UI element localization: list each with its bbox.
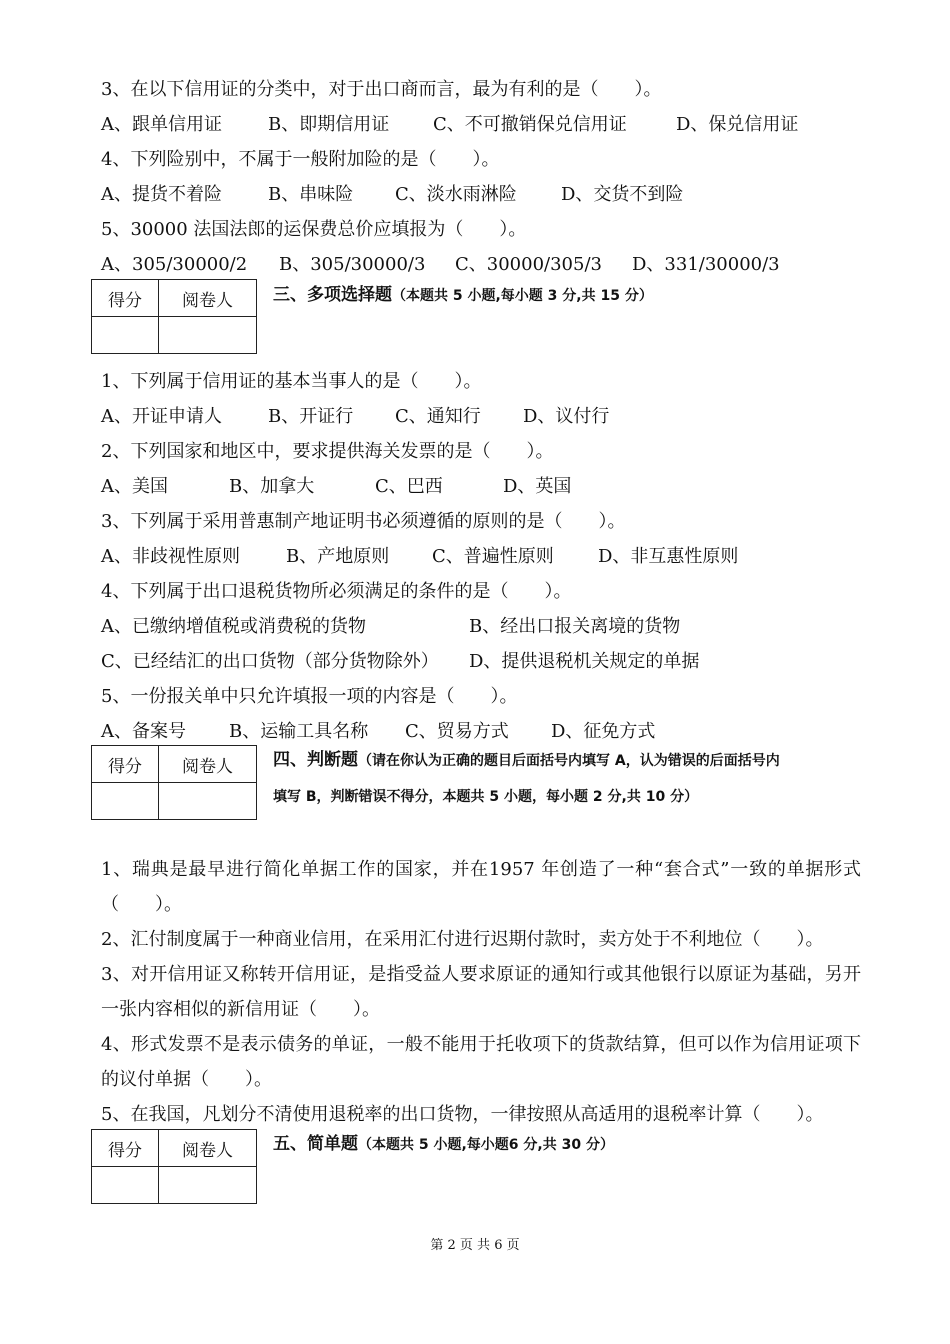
option-a: A、备案号 — [101, 721, 186, 742]
option-b: B、开证行 — [268, 406, 354, 427]
mc-question-5-options — [101, 720, 861, 744]
option-a: A、非歧视性原则 — [101, 546, 240, 567]
question-5-options — [101, 253, 861, 277]
judge-question-1: 1、瑞典是最早进行简化单据工作的国家，并在1957 年创造了一种“套合式”一致的单据形式（ ）。 — [101, 859, 861, 915]
option-a: A、美国 — [101, 476, 168, 497]
option-d: D、非互惠性原则 — [598, 546, 739, 567]
option-b: B、305/30000/3 — [279, 254, 426, 275]
section-3-note: （本题共 5 小题,每小题 3 分,共 15 分） — [392, 288, 653, 304]
section-4-note-line-2: 填写 B，判断错误不得分，本题共 5 小题，每小题 2 分,共 10 分） — [273, 789, 699, 805]
question-3-options — [101, 113, 861, 137]
section-5-heading — [273, 1132, 614, 1157]
option-c: C、巴西 — [375, 476, 443, 497]
option-c: C、通知行 — [395, 406, 481, 427]
option-d: D、331/30000/3 — [632, 254, 780, 275]
section-4-heading — [273, 748, 780, 773]
section-5-title: 五、简单题 — [273, 1134, 358, 1154]
judge-question-3: 3、对开信用证又称转开信用证，是指受益人要求原证的通知行或其他银行以原证为基础，另开一张内容相似的新信用证（ ）。 — [101, 964, 861, 1020]
option-d: D、议付行 — [523, 406, 610, 427]
mc-question-4-stem: 4、下列属于出口退税货物所必须满足的条件的是（ ）。 — [101, 581, 572, 602]
option-b: B、产地原则 — [286, 546, 390, 567]
option-d: D、征免方式 — [551, 721, 656, 742]
question-3-stem: 3、在以下信用证的分类中，对于出口商而言，最为有利的是（ ）。 — [101, 79, 662, 100]
section-4-title: 四、判断题 — [273, 750, 358, 770]
option-a: A、跟单信用证 — [101, 114, 222, 135]
option-b: B、即期信用证 — [268, 114, 390, 135]
judge-question-4: 4、形式发票不是表示债务的单证，一般不能用于托收项下的货款结算，但可以作为信用证项下的议付单据（ ）。 — [101, 1034, 861, 1090]
score-box — [91, 279, 257, 354]
reviewer-cell — [159, 783, 257, 820]
option-d: D、英国 — [503, 476, 572, 497]
option-c: C、30000/305/3 — [455, 254, 602, 275]
score-box — [91, 1129, 257, 1204]
option-b: B、运输工具名称 — [229, 721, 369, 742]
judge-question-2: 2、汇付制度属于一种商业信用，在采用汇付进行迟期付款时，卖方处于不利地位（ ）。 — [101, 929, 824, 950]
mc-question-4-options-row-2 — [101, 650, 861, 674]
option-d: D、保兑信用证 — [676, 114, 799, 135]
question-5-stem: 5、30000 法国法郎的运保费总价应填报为（ ）。 — [101, 219, 527, 240]
option-b: B、加拿大 — [229, 476, 315, 497]
section-3-heading — [273, 283, 653, 308]
mc-question-1-stem: 1、下列属于信用证的基本当事人的是（ ）。 — [101, 371, 482, 392]
reviewer-label: 阅卷人 — [159, 746, 257, 783]
question-4-stem: 4、下列险别中，不属于一般附加险的是（ ）。 — [101, 149, 500, 170]
reviewer-cell — [159, 1167, 257, 1204]
question-4-options — [101, 183, 861, 207]
section-4-note-line-2-wrap — [273, 784, 698, 809]
section-5-note: （本题共 5 小题,每小题6 分,共 30 分） — [358, 1137, 614, 1153]
option-d: D、交货不到险 — [561, 184, 684, 205]
mc-question-1-options — [101, 405, 861, 429]
reviewer-label: 阅卷人 — [159, 1130, 257, 1167]
mc-question-3-stem: 3、下列属于采用普惠制产地证明书必须遵循的原则的是（ ）。 — [101, 511, 626, 532]
mc-question-3-options — [101, 545, 861, 569]
option-b: B、经出口报关离境的货物 — [469, 616, 681, 637]
option-a: A、305/30000/2 — [101, 254, 248, 275]
option-c: C、普遍性原则 — [432, 546, 554, 567]
score-label: 得分 — [92, 1130, 159, 1167]
page-footer: 第 2 页 共 6 页 — [430, 1238, 520, 1253]
option-a: A、开证申请人 — [101, 406, 222, 427]
reviewer-cell — [159, 317, 257, 354]
option-c: C、淡水雨淋险 — [395, 184, 517, 205]
mc-question-5-stem: 5、一份报关单中只允许填报一项的内容是（ ）。 — [101, 686, 518, 707]
option-b: B、串味险 — [268, 184, 354, 205]
score-box — [91, 745, 257, 820]
reviewer-label: 阅卷人 — [159, 280, 257, 317]
section-4-note-line-1: （请在你认为正确的题目后面括号内填写 A，认为错误的后面括号内 — [358, 753, 780, 769]
score-label: 得分 — [92, 746, 159, 783]
option-d: D、提供退税机关规定的单据 — [469, 651, 700, 672]
mc-question-2-stem: 2、下列国家和地区中，要求提供海关发票的是（ ）。 — [101, 441, 554, 462]
option-c: C、不可撤销保兑信用证 — [433, 114, 627, 135]
mc-question-2-options — [101, 475, 861, 499]
score-cell — [92, 317, 159, 354]
option-a: A、已缴纳增值税或消费税的货物 — [101, 616, 366, 637]
option-a: A、提货不着险 — [101, 184, 222, 205]
option-c: C、贸易方式 — [405, 721, 509, 742]
section-3-title: 三、多项选择题 — [273, 285, 392, 305]
score-cell — [92, 783, 159, 820]
mc-question-4-options-row-1 — [101, 615, 861, 639]
score-label: 得分 — [92, 280, 159, 317]
judge-question-5: 5、在我国，凡划分不清使用退税率的出口货物，一律按照从高适用的退税率计算（ ）。 — [101, 1104, 824, 1125]
score-cell — [92, 1167, 159, 1204]
option-c: C、已经结汇的出口货物（部分货物除外） — [101, 651, 439, 672]
